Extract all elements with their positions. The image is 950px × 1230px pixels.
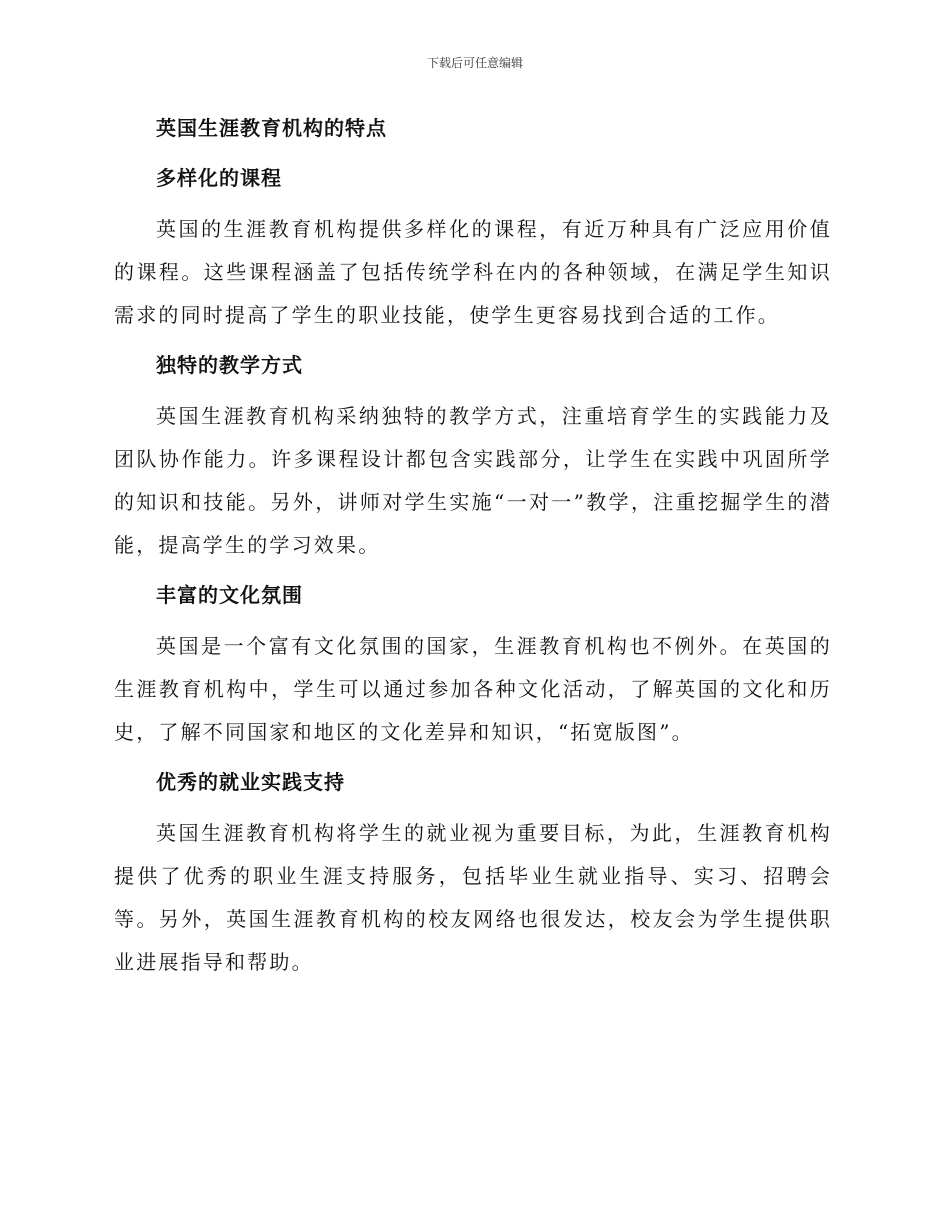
document-title: 英国生涯教育机构的特点 [156, 116, 387, 140]
header-note: 下载后可任意编辑 [426, 56, 523, 70]
section-heading: 独特的教学方式 [156, 353, 303, 377]
section-teaching-methods [114, 345, 832, 567]
section-heading: 优秀的就业实践支持 [156, 770, 345, 794]
section-paragraph: 英国是一个富有文化氛围的国家，生涯教育机构也不例外。在英国的生涯教育机构中，学生可以通过参加各种文化活动，了解英国的文化和历史，了解不同国家和地区的文化差异和知识，“拓宽版图”。 [114, 634, 832, 744]
section-paragraph: 英国生涯教育机构将学生的就业视为重要目标，为此，生涯教育机构提供了优秀的职业生涯支持服务，包括毕业生就业指导、实习、招聘会等。另外，英国生涯教育机构的校友网络也很发达，校友会为学生提供职业进展指导和帮助。 [114, 821, 832, 974]
section-diverse-courses [114, 158, 832, 337]
section-paragraph: 英国的生涯教育机构提供多样化的课程，有近万种具有广泛应用价值的课程。这些课程涵盖了包括传统学科在内的各种领域，在满足学生知识需求的同时提高了学生的职业技能，使学生更容易找到合适的工作。 [114, 217, 832, 327]
section-heading: 丰富的文化氛围 [156, 583, 303, 607]
section-paragraph: 英国生涯教育机构采纳独特的教学方式，注重培育学生的实践能力及团队协作能力。许多课程设计都包含实践部分，让学生在实践中巩固所学的知识和技能。另外，讲师对学生实施“一对一”教学，注重挖掘学生的潜能，提高学生的学习效果。 [114, 404, 832, 557]
section-heading: 多样化的课程 [156, 166, 282, 190]
section-employment-support [114, 762, 832, 984]
document-body [114, 108, 832, 992]
section-cultural-atmosphere [114, 575, 832, 754]
